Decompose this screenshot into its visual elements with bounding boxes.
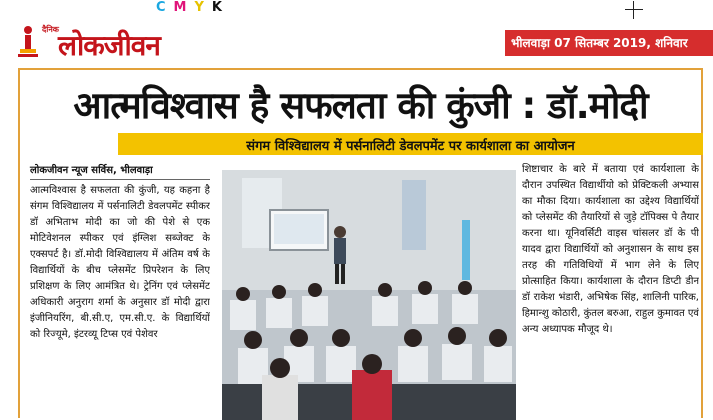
cmyk-c: C	[156, 0, 174, 15]
subheadline-bar	[118, 133, 703, 155]
byline: लोकजीवन न्यूज सर्विस, भीलवाड़ा	[30, 162, 210, 180]
cmyk-m: M	[173, 0, 195, 15]
dateline: भीलवाड़ा 07 सितम्बर 2019, शनिवार	[505, 30, 713, 56]
cmyk-y: Y	[194, 0, 212, 15]
masthead-logo-icon	[16, 24, 40, 58]
headline: आत्मविश्वास है सफलता की कुंजी : डॉ.मोदी	[73, 84, 648, 127]
paper-name: लोकजीवन	[58, 29, 160, 62]
article-body-left: आत्मविश्वास है सफलता की कुंजी, यह कहना है संगम विश्विद्यालय में पर्सनालिटी डेवलपमेंट स्पीकर डॉ अभिताभ मोदी का जो की पेशे से एक मोटिवेशनल स्पीकर एवं इंग्लिश सब्जेक्ट के एक्सपर्ट है। डॉ.मोदी विश्विद्यालय में अंतिम वर्ष के विद्यार्थियों के बीच प्लेसमेंट प्रिपरेशन के लिए प्रशिक्षण के लिए आमंत्रित थे। ट्रेनिंग एवं प्लेसमेंट अधिकारी अनुराग शर्मा के अनुसार डॉ मोदी द्वारा इंजीनियरिंग, बी.सी.ए, एम.सी.ए. के विद्यार्थियों को रिज्यूमे, इंटरव्यू टिप्स एवं पेशेवर	[30, 185, 210, 340]
masthead	[6, 22, 713, 62]
crop-mark-icon	[625, 1, 643, 19]
classroom-photo	[222, 170, 516, 420]
article-frame	[18, 68, 703, 418]
article-body-right: शिष्टाचार के बारे में बताया एवं कार्यशाला के दौरान उपस्थित विद्यार्थीयो को प्रेक्टिकली अभ्यास का मौका दिया। कार्यशाला का उद्देश्य विद्यार्थियों को प्लेसमेंट की तैयारियों से जुड़े टॉपिक्स पे तैयार करना था। यूनिवर्सिटी वाइस चांसलर डॉ के पी यादव द्वारा विद्यार्थियों को अनुशासन के साथ इस तरह की गतिविधियों में भाग लेने के लिए प्रोत्साहित किया। कार्यशाला के दौरान डिप्टी डीन डॉ राकेश भंडारी, अभिषेक सिंह, शालिनी पारिक, हिमान्शु कोठारी, कुंतल बरुआ, राहुल कुमावत एवं अन्य अध्यापक मौजूद थे।	[522, 164, 699, 335]
cmyk-k: K	[211, 0, 230, 15]
article-photo	[222, 170, 516, 420]
paper-name-prefix: दैनिक	[42, 25, 59, 34]
cmyk-registration-marks	[156, 0, 230, 15]
subheadline: संगम विश्विद्यालय में पर्सनालिटी डेवलपमेंट पर कार्यशाला का आयोजन	[246, 139, 575, 154]
